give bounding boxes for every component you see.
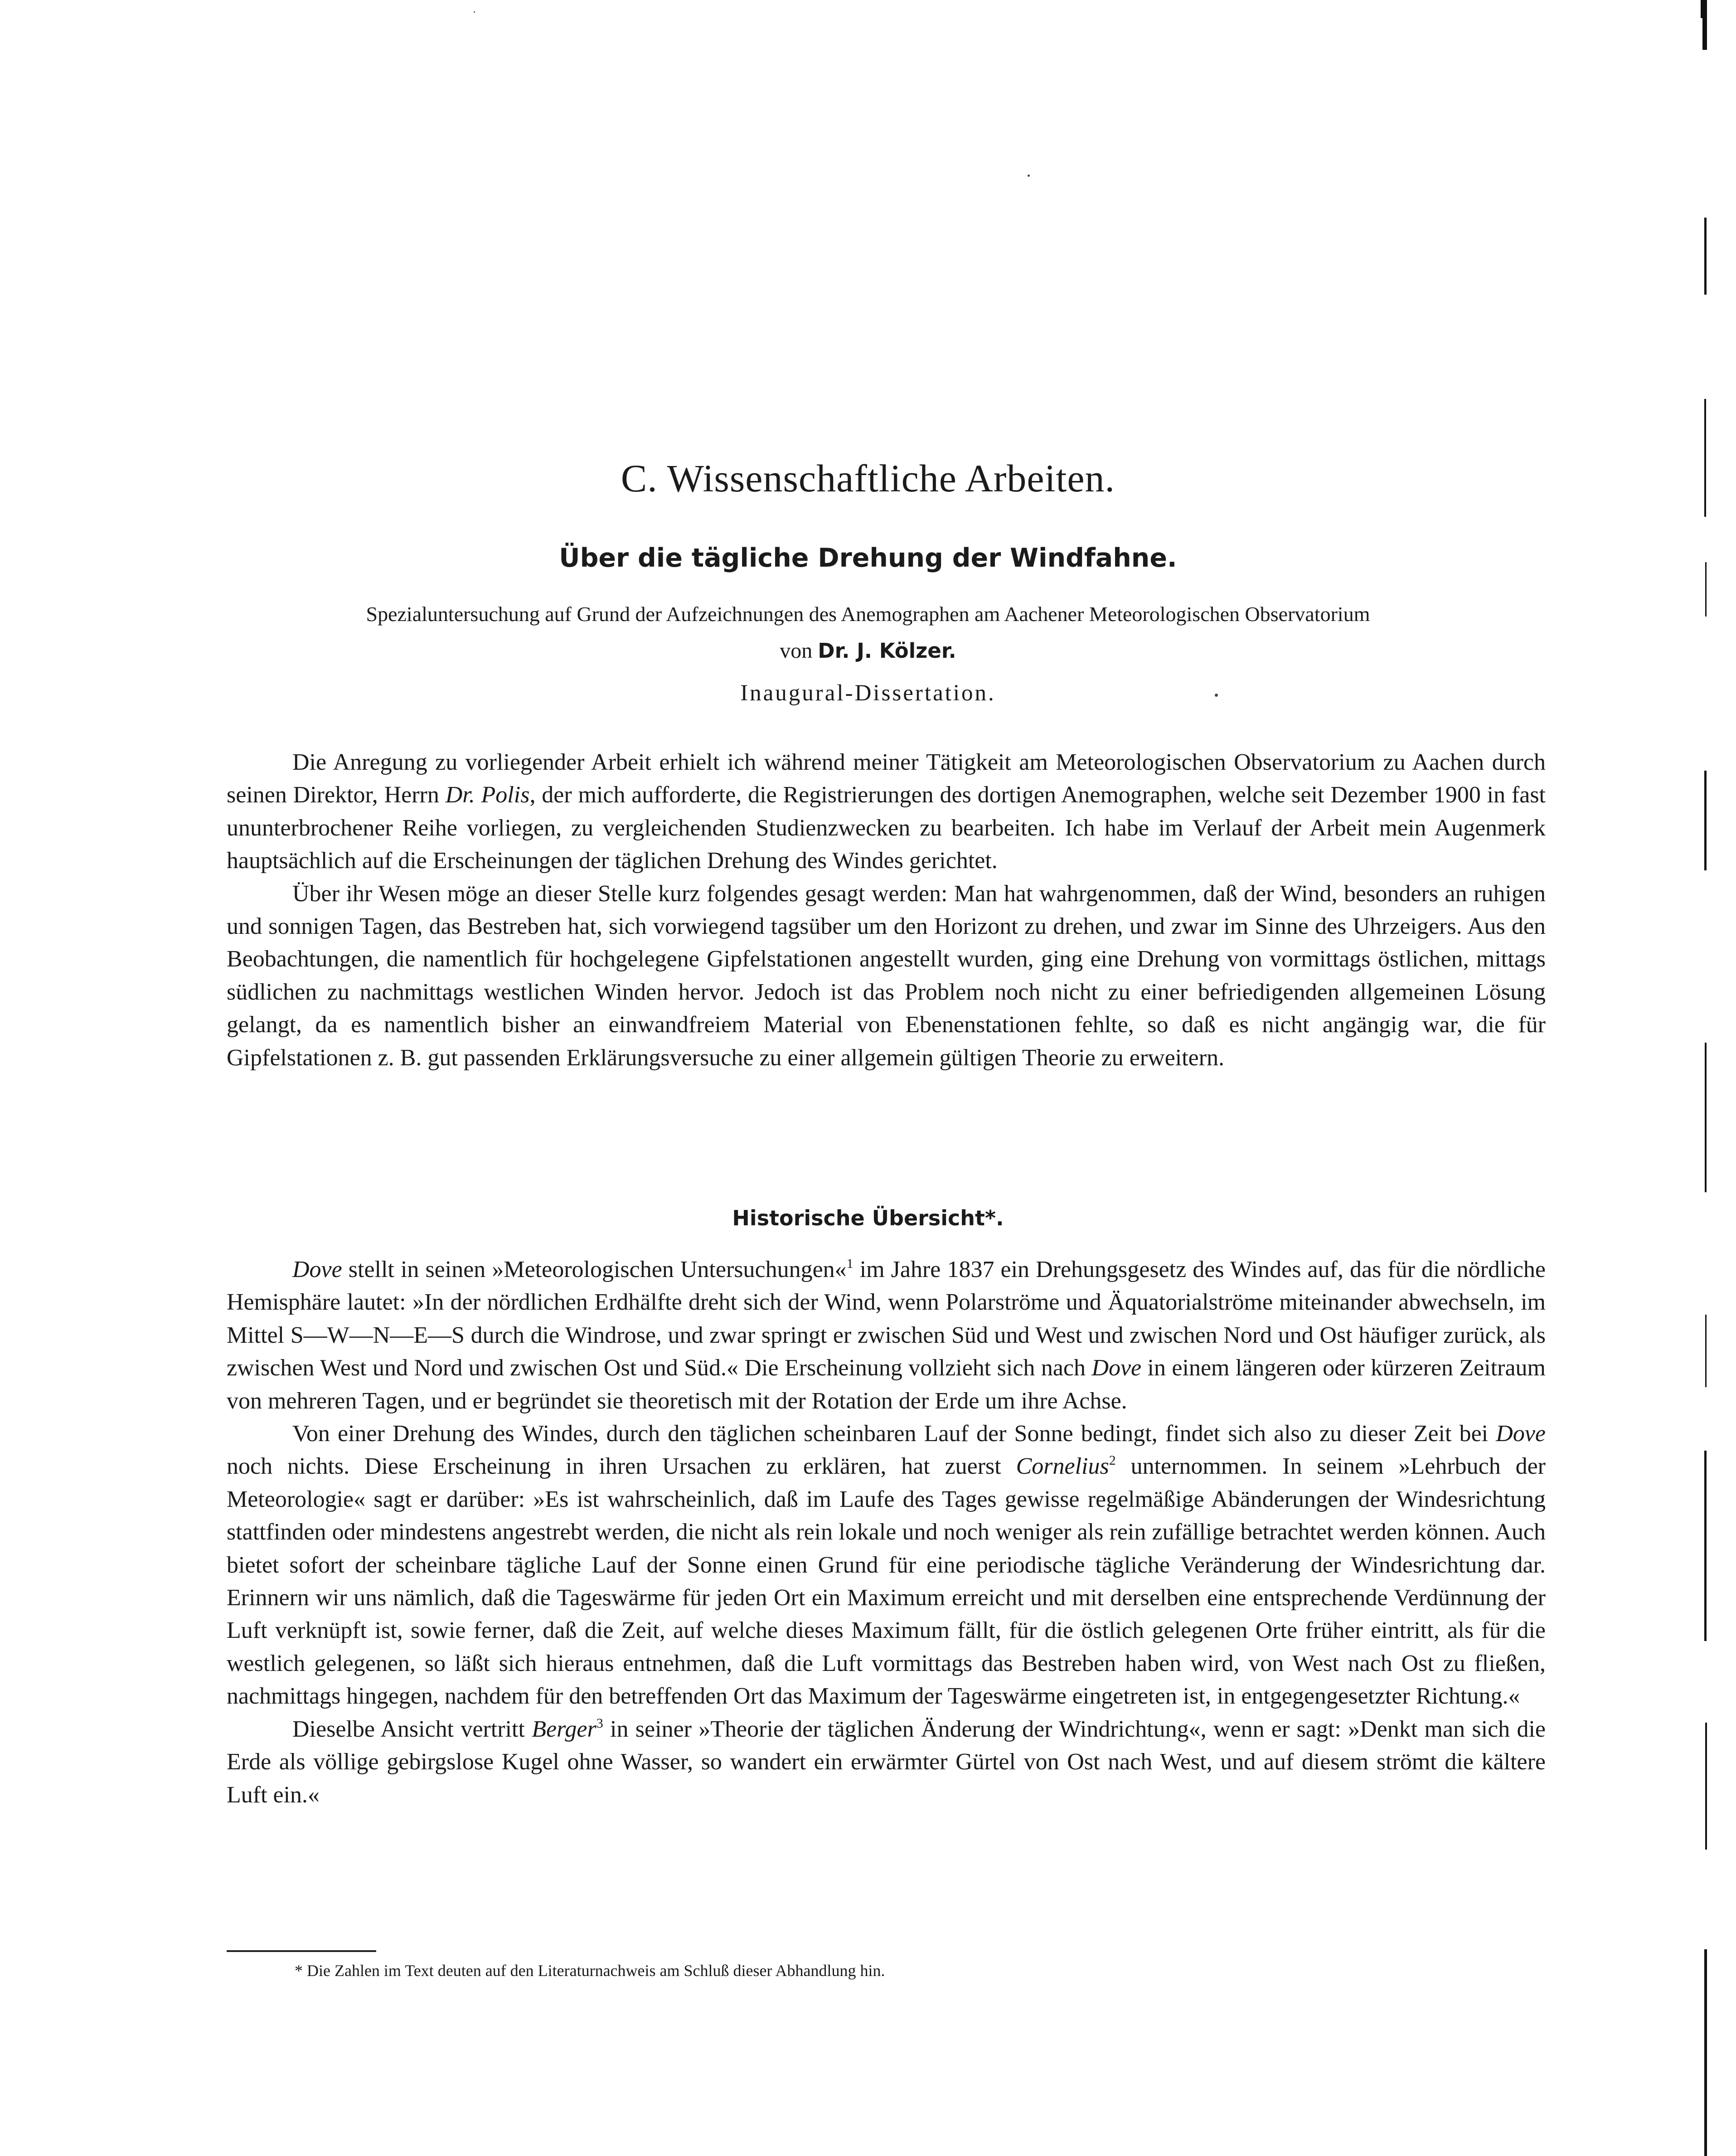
reference-mark: 3	[596, 1715, 603, 1731]
history-heading: Historische Übersicht*.	[732, 1206, 1004, 1230]
person-name: Dove	[1091, 1355, 1142, 1381]
section-heading: C. Wissenschaftliche Arbeiten.	[621, 456, 1115, 500]
footnote-rule	[227, 1950, 376, 1952]
article-subtitle: Spezialuntersuchung auf Grund der Aufzeichnungen des Anemographen am Aachener Meteorologischen Observatorium	[366, 602, 1370, 626]
intro-paragraph-2: Über ihr Wesen möge an dieser Stelle kurz folgendes gesagt werden: Man hat wahrgenommen, daß der Wind, besonders an ruhigen und sonnigen Tagen, das Bestreben hat, sich vorwiegend tagsüber um den Horizont zu drehen, und zwar im Sinne des Uhrzeigers. Aus den Beobachtungen, die namentlich für hochgelegene Gipfelstationen angestellt wurden, ging eine Drehung von vormittags östlichen, mittags südlichen zu nachmittags westlichen Winden hervor. Jedoch ist das Problem noch nicht zu einer befriedigenden allgemeinen Lösung gelangt, da es namentlich bisher an einwandfreiem Material von Ebenenstationen fehlte, so daß es nicht angängig war, die für Gipfelstationen z. B. gut passenden Erklärungsversuche zu einer allgemein gültigen Theorie zu erweitern.	[227, 880, 1546, 1071]
person-name: Cornelius	[1016, 1453, 1109, 1480]
author-prefix: von	[780, 639, 813, 663]
dissertation-label: Inaugural-Dissertation.	[740, 680, 996, 706]
history-paragraph-3: Dieselbe Ansicht vertritt Berger$^3$ in seiner »Theorie der täglichen Änderung der Windrichtung«, wenn er sagt: »Denkt man sich die Erde als völlige gebirgslose Kugel ohne Wasser, so wandert ein erwärmter Gürtel von Ost nach West, und auf diesem strömt die kältere Luft ein.«	[227, 1715, 1546, 1808]
scan-speck	[1215, 694, 1218, 697]
person-name: Dove	[1496, 1421, 1546, 1447]
person-name: Berger	[532, 1716, 596, 1742]
footnote: * Die Zahlen im Text deuten auf den Literaturnachweis am Schluß dieser Abhandlung hin.	[295, 1962, 885, 1980]
history-section	[227, 1253, 1546, 1811]
scan-speck	[1028, 175, 1030, 177]
history-paragraph-1: Dove stellt in seinen »Meteorologischen Untersuchungen«$^1$ im Jahre 1837 ein Drehungsgesetz des Windes auf, das für die nördliche Hemisphäre lautet: »In der nördlichen Erdhälfte dreht sich der Wind, wenn Polarströme und Äquatorialströme miteinander abwechseln, im Mittel S—W—N—E—S durch die Windrose, und zwar springt er zwischen Süd und West und zwischen Nord und Ost häufiger zurück, als zwischen West und Nord und zwischen Ost und Süd.« Die Erscheinung vollzieht sich nach Dove in einem längeren oder kürzeren Zeitraum von mehreren Tagen, und er begründet sie theoretisch mit der Rotation der Erde um ihre Achse.	[227, 1256, 1546, 1414]
article-title: Über die tägliche Drehung der Windfahne.	[559, 543, 1177, 573]
person-name: Dr. Polis	[445, 782, 530, 808]
scan-speck	[474, 11, 475, 13]
reference-mark: 2	[1109, 1453, 1116, 1468]
person-name: Dove	[292, 1257, 342, 1282]
history-paragraph-2: Von einer Drehung des Windes, durch den täglichen scheinbaren Lauf der Sonne bedingt, findet sich also zu dieser Zeit bei Dove noch nichts. Diese Erscheinung in ihren Ursachen zu erklären, hat zuerst Cornelius$^2$ unternommen. In seinem »Lehrbuch der Meteorologie« sagt er darüber: »Es ist wahrscheinlich, daß im Laufe des Tages gewisse regelmäßige Abänderungen der Windesrichtung stattfinden oder mindestens angestrebt werden, die nicht als rein lokale und noch weniger als rein zufällige betrachtet werden können. Auch bietet sofort der scheinbare tägliche Lauf der Sonne einen Grund für eine periodische tägliche Veränderung der Windesrichtung dar. Erinnern wir uns nämlich, daß die Tageswärme für jeden Ort ein Maximum erreicht und mit derselben eine entsprechende Verdünnung der Luft verknüpft ist, sowie ferner, daß die Zeit, auf welche dieses Maximum fällt, für die östlich gelegenen Orte früher eintritt, als für die westlich gelegenen, so läßt sich hieraus entnehmen, daß die Luft vormittags das Bestreben haben wird, von West nach Ost zu fließen, nachmittags hingegen, nachdem für den betreffenden Ort das Maximum der Tageswärme eingetreten ist, in entgegengesetzter Richtung.«	[227, 1421, 1546, 1709]
intro-section	[227, 746, 1546, 1074]
author-name: Dr. J. Kölzer.	[818, 639, 956, 663]
intro-paragraph-1: Die Anregung zu vorliegender Arbeit erhielt ich während meiner Tätigkeit am Meteorologischen Observatorium zu Aachen durch seinen Direktor, Herrn Dr. Polis, der mich aufforderte, die Registrierungen des dortigen Anemographen, welche seit Dezember 1900 in fast ununterbrochener Reihe vorliegen, zu vergleichenden Studienzwecken zu bearbeiten. Ich habe im Verlauf der Arbeit mein Augenmerk hauptsächlich auf die Erscheinungen der täglichen Drehung des Windes gerichtet.	[227, 749, 1546, 874]
author-line	[0, 638, 1736, 663]
reference-mark: 1	[846, 1256, 853, 1271]
